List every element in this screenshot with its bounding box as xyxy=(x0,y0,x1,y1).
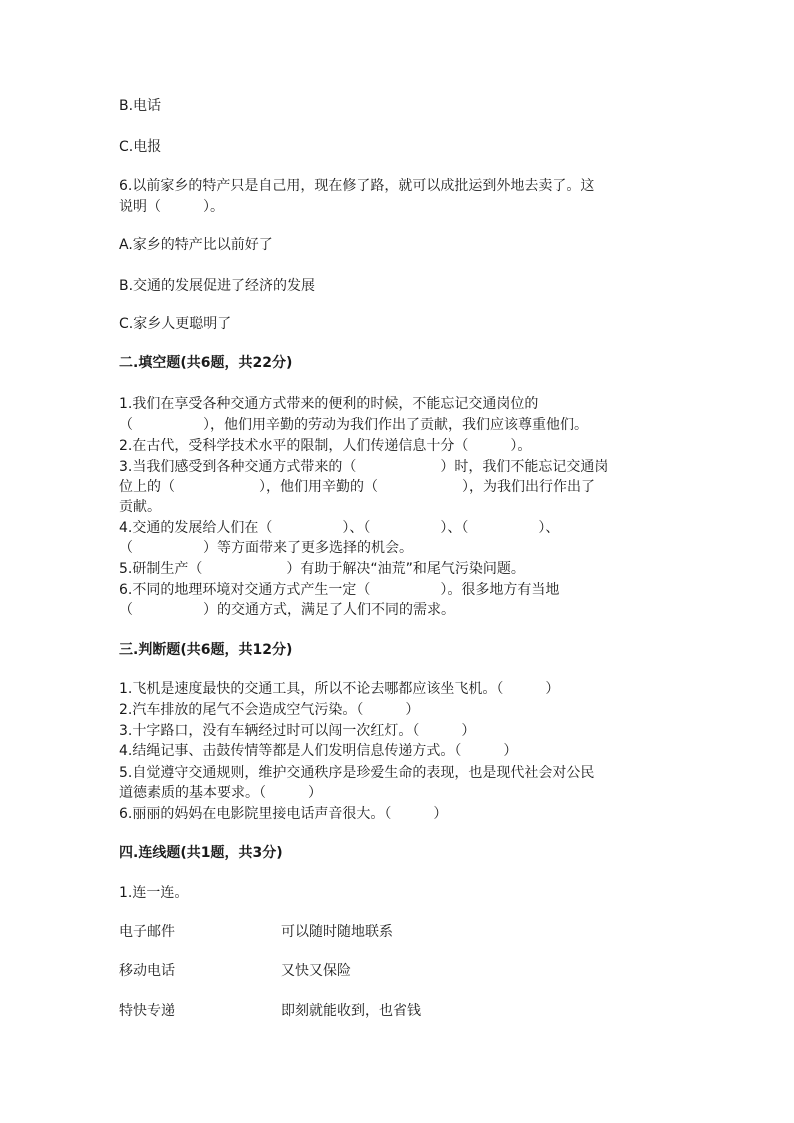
fill-line: 贡献。 xyxy=(119,499,161,515)
section-title: 四.连线题(共1题，共3分) xyxy=(119,845,283,861)
question-6-line-1: 6.以前家乡的特产只是自己用，现在修了路，就可以成批运到外地去卖了。这 xyxy=(119,178,595,194)
fill-line: 5.研制生产（ ）有助于解决“油荒”和尾气污染问题。 xyxy=(119,561,525,577)
fill-line: 3.当我们感受到各种交通方式带来的（ ）时，我们不能忘记交通岗 xyxy=(119,459,609,475)
match-left-item: 特快专递 xyxy=(119,1003,175,1019)
judge-line: 5.自觉遵守交通规则，维护交通秩序是珍爱生命的表现，也是现代社会对公民 xyxy=(119,765,595,781)
fill-line: 6.不同的地理环境对交通方式产生一定（ ）。很多地方有当地 xyxy=(119,582,560,598)
fill-line: （ ）的交通方式，满足了人们不同的需求。 xyxy=(119,602,455,618)
section-title: 三.判断题(共6题，共12分) xyxy=(119,642,293,658)
fill-line: 4.交通的发展给人们在（ ）、（ ）、（ ）、 xyxy=(119,520,560,536)
option-b: B.交通的发展促进了经济的发展 xyxy=(119,278,316,294)
option-c: C.家乡人更聪明了 xyxy=(119,316,232,332)
section-title: 二.填空题(共6题，共22分) xyxy=(119,355,293,371)
fill-line: 2.在古代，受科学技术水平的限制，人们传递信息十分（ ）。 xyxy=(119,438,532,454)
judge-line: 3.十字路口，没有车辆经过时可以闯一次红灯。（ ） xyxy=(119,723,476,739)
judge-line: 6.丽丽的妈妈在电影院里接电话声音很大。（ ） xyxy=(119,806,448,822)
option-a: A.家乡的特产比以前好了 xyxy=(119,237,273,253)
match-right-item: 即刻就能收到，也省钱 xyxy=(281,1003,421,1019)
match-left-item: 电子邮件 xyxy=(119,924,175,940)
judge-line: 2.汽车排放的尾气不会造成空气污染。（ ） xyxy=(119,702,420,718)
fill-line: （ ）等方面带来了更多选择的机会。 xyxy=(119,540,413,556)
fill-line: 位上的（ ），他们用辛勤的（ ），为我们出行作出了 xyxy=(119,479,595,495)
judge-line: 4.结绳记事、击鼓传情等都是人们发明信息传递方式。（ ） xyxy=(119,743,518,759)
judge-line: 1.飞机是速度最快的交通工具，所以不论去哪都应该坐飞机。（ ） xyxy=(119,681,560,697)
match-question: 1.连一连。 xyxy=(119,885,189,901)
match-left-item: 移动电话 xyxy=(119,963,175,979)
fill-line: （ ），他们用辛勤的劳动为我们作出了贡献，我们应该尊重他们。 xyxy=(119,417,588,433)
option-c: C.电报 xyxy=(119,139,162,155)
judge-line: 道德素质的基本要求。（ ） xyxy=(119,785,322,801)
option-b: B.电话 xyxy=(119,98,162,114)
question-6-line-2: 说明（ ）。 xyxy=(119,199,224,215)
match-right-item: 又快又保险 xyxy=(281,963,351,979)
match-right-item: 可以随时随地联系 xyxy=(281,924,393,940)
fill-line: 1.我们在享受各种交通方式带来的便利的时候，不能忘记交通岗位的 xyxy=(119,396,539,412)
